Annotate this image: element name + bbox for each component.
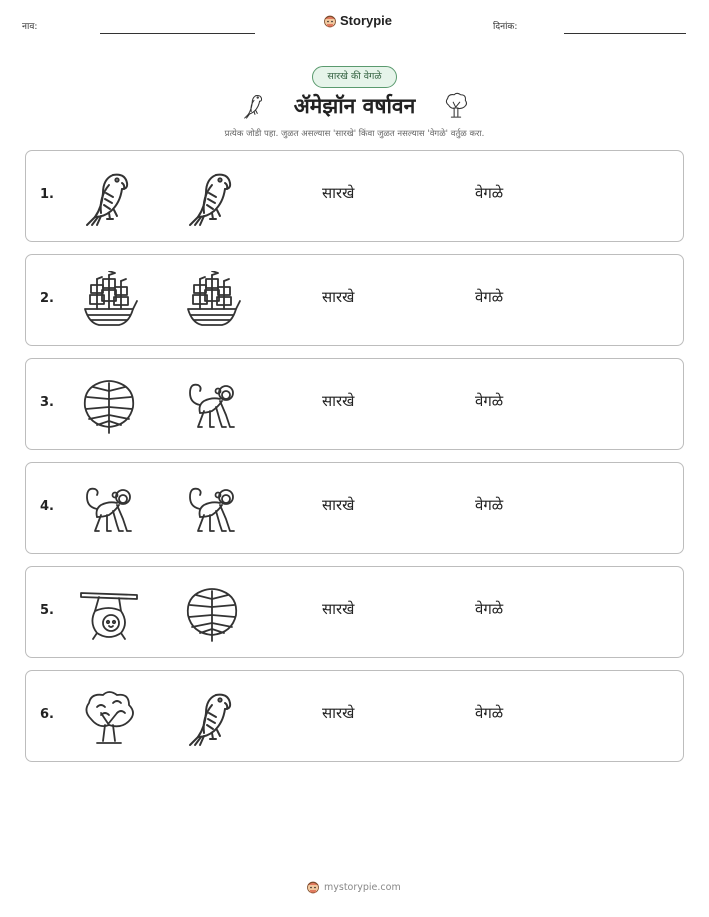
question-number: 5.: [40, 603, 54, 618]
option-different[interactable]: वेगळे: [475, 288, 504, 306]
question-row: [25, 566, 684, 658]
option-different[interactable]: वेगळे: [475, 184, 504, 202]
question-number: 4.: [40, 499, 54, 514]
question-number: 1.: [40, 187, 54, 202]
question-row: [25, 254, 684, 346]
brand-logo: [323, 13, 392, 28]
question-row: [25, 150, 684, 242]
ship-icon: [79, 271, 139, 331]
question-row: [25, 358, 684, 450]
worksheet-tag: सारखे की वेगळे: [312, 66, 397, 88]
brand-name: Storypie: [340, 13, 393, 28]
date-field-line[interactable]: [564, 33, 686, 34]
option-different[interactable]: वेगळे: [475, 600, 504, 618]
name-field-line[interactable]: [100, 33, 255, 34]
storypie-mascot-icon: [306, 880, 320, 894]
option-same[interactable]: सारखे: [322, 600, 355, 618]
option-different[interactable]: वेगळे: [475, 496, 504, 514]
option-same[interactable]: सारखे: [322, 496, 355, 514]
monkey-icon: [182, 375, 242, 435]
ship-icon: [182, 271, 242, 331]
sloth-icon: [79, 583, 139, 643]
parrot-icon: [182, 167, 242, 227]
option-same[interactable]: सारखे: [322, 392, 355, 410]
worksheet-title: ॲमेझॉन वर्षावन: [293, 94, 416, 118]
option-same[interactable]: सारखे: [322, 184, 355, 202]
monkey-icon: [182, 479, 242, 539]
question-number: 3.: [40, 395, 54, 410]
date-label: दिनांक:: [493, 22, 518, 32]
instructions: प्रत्येक जोडी पहा. जुळत असल्यास 'सारखे' किंवा जुळत नसल्यास 'वेगळे' वर्तुळ करा.: [224, 129, 485, 139]
question-number: 6.: [40, 707, 54, 722]
leaf-icon: [79, 375, 139, 435]
question-row: [25, 462, 684, 554]
option-same[interactable]: सारखे: [322, 288, 355, 306]
question-row: [25, 670, 684, 762]
parrot-icon: [79, 167, 139, 227]
parrot-icon: [182, 687, 242, 747]
option-different[interactable]: वेगळे: [475, 392, 504, 410]
name-label: नाव:: [22, 22, 38, 32]
tree-icon: [79, 687, 139, 747]
tree-icon: [442, 90, 470, 120]
option-different[interactable]: वेगळे: [475, 704, 504, 722]
leaf-icon: [182, 583, 242, 643]
footer-site: mystorypie.com: [324, 881, 401, 893]
footer: [306, 880, 401, 894]
storypie-mascot-icon: [323, 14, 337, 28]
monkey-icon: [79, 479, 139, 539]
option-same[interactable]: सारखे: [322, 704, 355, 722]
question-number: 2.: [40, 291, 54, 306]
